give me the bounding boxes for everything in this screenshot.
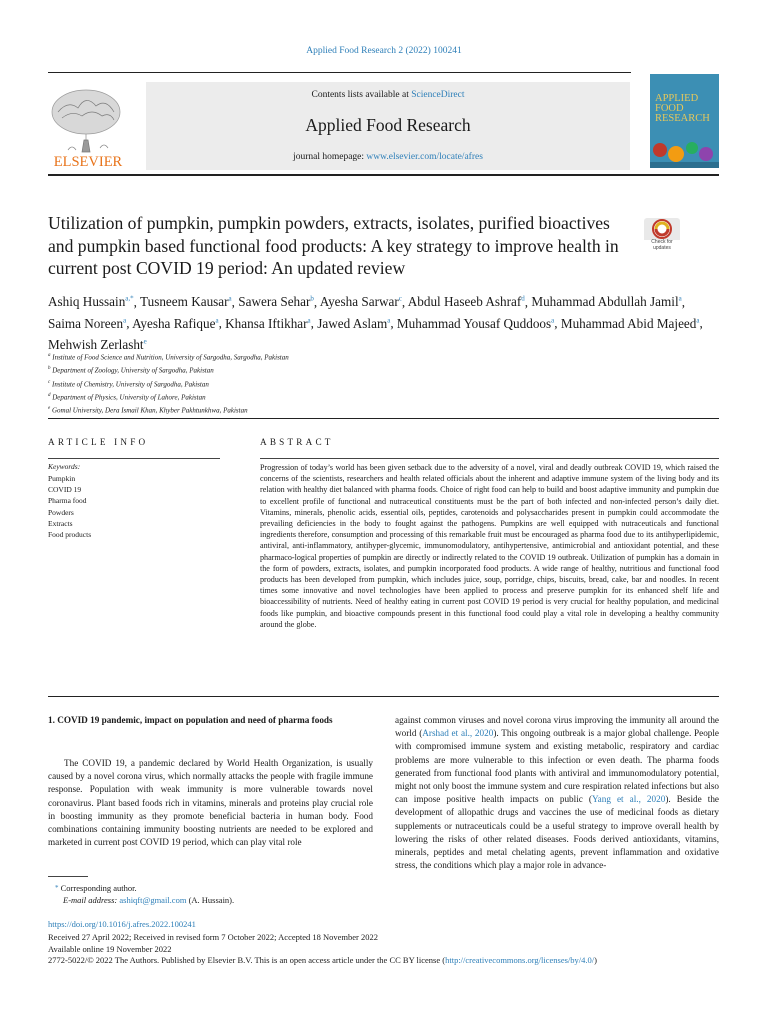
license-link[interactable]: http://creativecommons.org/licenses/by/4.0/ — [445, 955, 595, 965]
author-name: Muhammad Abid Majeed — [560, 315, 697, 331]
author-affiliation-marker[interactable]: a — [387, 316, 391, 325]
doi-link[interactable]: https://doi.org/10.1016/j.afres.2022.100241 — [48, 919, 196, 929]
keywords-label: Keywords: — [48, 462, 81, 471]
author-name: Ayesha Rafique — [132, 315, 216, 331]
author-list: Ashiq Hussain$^{a,*}$, Tusneem Kausar$^a$, Sawera Sehar$^b$, Ayesha Sarwar$^c$, Abdul Haseeb Ashraf$^d$, Muhammad Abdullah Jamil$^a$, Saima Noreen$^a$, Ayesha Rafique$^a$, Khansa Iftikhar$^a$, Jawed Aslam$^a$, Muhammad Yousaf Quddoos$^a$, Muhammad Abid Majeed$^a$, Mehwish Zerlasht$^e$ — [48, 294, 703, 353]
author-name: Sawera Sehar — [238, 294, 311, 310]
keyword: COVID 19 — [48, 485, 82, 495]
footnote-rule — [48, 876, 88, 877]
affiliation-key: b — [48, 366, 51, 372]
journal-homepage-line — [146, 152, 630, 162]
author-name: Jawed Aslam — [317, 315, 388, 331]
footnote-marker: * — [55, 884, 59, 892]
author-affiliation-marker[interactable]: a — [215, 316, 219, 325]
body-rule — [48, 696, 719, 697]
affiliation — [48, 403, 648, 416]
author-affiliation-marker[interactable]: a,* — [125, 295, 134, 303]
abstract-rule — [260, 458, 719, 459]
header-rule-bottom — [48, 174, 719, 176]
author[interactable] — [397, 316, 554, 331]
elsevier-logo[interactable] — [48, 82, 128, 168]
text-run-1: against common viruses and novel corona virus improving the immunity all around the world ( — [395, 715, 719, 739]
email-suffix: (A. Hussain). — [186, 895, 235, 905]
keyword: Powders — [48, 507, 74, 517]
keyword: Food products — [48, 530, 92, 540]
author[interactable] — [238, 294, 314, 309]
author-affiliation-marker[interactable]: a — [123, 316, 127, 325]
body-column-right — [395, 714, 719, 872]
affiliation — [48, 363, 648, 376]
author-affiliation-marker[interactable]: a — [696, 316, 700, 325]
affiliation-key: d — [48, 392, 51, 398]
author-name: Ashiq Hussain — [48, 294, 126, 310]
cover-title — [655, 94, 710, 124]
author[interactable] — [561, 316, 700, 331]
elsevier-wordmark: ELSEVIER — [53, 154, 123, 168]
author[interactable] — [48, 316, 126, 331]
author-name: Khansa Iftikhar — [225, 315, 308, 331]
journal-header — [146, 82, 630, 170]
text-run-3: ). Beside the development of allopathic drugs and vaccines the use of medicinal foods as dietary supplements or nutraceuticals could be a useful strategy to improve overall health by lowering the risks of other related diseases. Foods derived antioxidants, vitamins, minerals, peptides and metal chelating agents, prevent inflammation and oxidative stress, the conditions which play a major role in advance- — [395, 794, 719, 871]
online-date: Available online 19 November 2022 — [48, 944, 172, 954]
homepage-link[interactable]: www.elsevier.com/locate/afres — [366, 152, 483, 162]
affiliations-rule — [48, 418, 719, 419]
author-name: Saima Noreen — [48, 315, 124, 331]
article-info-rule — [48, 458, 220, 459]
author-affiliation-marker[interactable]: c — [398, 295, 402, 303]
check-updates-label: Check for updates — [651, 239, 673, 251]
author-affiliation-marker[interactable]: a — [678, 295, 682, 303]
author-name: Muhammad Abdullah Jamil — [531, 294, 679, 310]
author-name: Mehwish Zerlasht — [48, 337, 144, 353]
author[interactable] — [320, 294, 402, 309]
affiliation-text: Department of Zoology, University of Sargodha, Pakistan — [52, 366, 214, 375]
affiliation-text: Department of Physics, University of Lahore, Pakistan — [52, 393, 206, 402]
contents-available-line — [146, 90, 630, 100]
keyword: Extracts — [48, 518, 73, 528]
cover-title-line-3: RESEARCH — [655, 113, 710, 124]
author-name: Muhammad Yousaf Quddoos — [396, 315, 552, 331]
keyword: Pumpkin — [48, 474, 76, 483]
body-column-left — [48, 757, 373, 849]
sciencedirect-link[interactable]: ScienceDirect — [411, 90, 465, 100]
author-affiliation-marker[interactable]: a — [228, 295, 232, 303]
header-rule-top — [48, 72, 631, 73]
abstract-text: Progression of today’s world has been given setback due to the adversity of a novel, viral and deadly outbreak COVID 19, which raised the concerns of the scientists, researchers and health related officials about the inherent and adaptive immune system of the living body and its relation with healthy diet balanced with pharma foods. Choice of right food can help to build and boost adaptive immunity and pumpkin due to excellent profile of functional and nutraceutical constituents must be the part of both infected and non-infected person’s daily diet. Vitamins, minerals, phenolic acids, essential oils, peptides, carotenoids and polysaccharides present in pumpkin could accommodate the prevailing deficiencies in the body to fought against the pathogens. Pumpkins are well equipped with nutraceuticals and functional ingredients therefore, consumption and processing of this remarkable fruit must be encouraged as pharma food due to its antihyperlipidemic, antiviral, anti-inflammatory, antihyper-glycemic, immunomodulatory, antihypertensive, antimicrobial and antioxidant potential, and these pharmaco-logical properties of pumpkin are directly or indirectly related to the COVID 19 outbreak. Utilization of pumpkin has a domain in the form of powders, extracts, isolates, and pumpkin incorporated food products. A wide range of healthy, nutritious and functional food products has been developed from pumpkin, which includes juice, soup, porridge, chips, biscuits, bread, cake, bar and noodles. In recent times some innovative and novel technologies have been applied to process and preserve pumpkin for its enhanced shelf life and bioaccessibility of nutrients. Need of healthy eating in current post COVID 19 period is very crucial for healthy population, and medicinal foods like pumpkin, and bioactive compounds present in this functional food could play a vital role in developing a healthy community around the globe. — [260, 463, 719, 629]
affiliation — [48, 350, 648, 363]
affiliation-text: Gomal University, Dera Ismail Khan, Khyber Pakhtunkhwa, Pakistan — [51, 406, 248, 415]
journal-name: Applied Food Research — [305, 115, 471, 135]
author-name: Ayesha Sarwar — [319, 294, 399, 310]
contents-prefix: Contents lists available at — [311, 90, 412, 100]
license-suffix: ) — [594, 955, 597, 965]
author[interactable] — [140, 294, 232, 309]
homepage-prefix: journal homepage: — [293, 152, 367, 162]
corresponding-author-footnote — [55, 882, 234, 906]
author-email-link[interactable]: ashiqft@gmail.com — [119, 895, 187, 905]
affiliation-key: a — [48, 353, 51, 358]
text-run-2: ). This ongoing outbreak is a major global challenge. People with compromised immune system and existing metabolic, respiratory and cardiac problems are more vulnerable to this infection or even death. The pharma foods generated from functional food plants with antiviral and immunomodulatory potential, might not only boost the immune system and cure respiration related infections but also can impose positive health impacts on public ( — [395, 728, 720, 805]
author[interactable] — [531, 294, 681, 309]
section-1-paragraph-1: The COVID 19, a pandemic declared by World Health Organization, is usually caused by a novel corona virus, which normally attacks the people with fragile immune response. Population with weak immunity is more vulnerable towards novel coronavirus. Plant based foods rich in vitamins, minerals and proteins play crucial role in boosting immunity as they promote beneficial bacteria in human body. Food combinations containing immunity boosting nutrients are needed to be explored and marketed in current post COVID 19 period, which can play vital role — [48, 758, 373, 848]
author-affiliation-marker[interactable]: a — [551, 316, 555, 325]
affiliation-key: e — [48, 406, 51, 412]
author[interactable] — [48, 294, 134, 309]
abstract-heading: ABSTRACT — [260, 437, 334, 447]
author[interactable] — [132, 316, 219, 331]
keyword: Pharma food — [48, 496, 87, 506]
received-dates: Received 27 April 2022; Received in revised form 7 October 2022; Accepted 18 November 2022 — [48, 932, 378, 942]
author-affiliation-marker[interactable]: b — [310, 295, 314, 303]
footnote-label: Corresponding author. — [60, 883, 137, 893]
affiliation-text: Institute of Chemistry, University of Sargodha, Pakistan — [51, 379, 209, 388]
author-affiliation-marker[interactable]: e — [143, 337, 147, 346]
journal-reference[interactable]: Applied Food Research 2 (2022) 100241 — [306, 46, 462, 56]
citation-yang-2020[interactable]: Yang et al., 2020 — [591, 794, 666, 805]
check-updates-icon — [642, 218, 682, 240]
affiliation-key: c — [48, 379, 51, 385]
affiliation-list — [48, 350, 648, 417]
journal-cover[interactable] — [650, 74, 719, 168]
author-name: Tusneem Kausar — [140, 294, 229, 310]
author[interactable] — [317, 316, 390, 331]
author-name: Abdul Haseeb Ashraf — [407, 294, 522, 310]
cover-title-line-1: APPLIED — [655, 93, 699, 104]
affiliation — [48, 390, 648, 403]
author-affiliation-marker[interactable]: a — [307, 316, 311, 325]
section-1-heading: 1. COVID 19 pandemic, impact on population and need of pharma foods — [48, 715, 333, 725]
citation-arshad-2020[interactable]: Arshad et al., 2020 — [422, 728, 494, 739]
license-line — [48, 955, 728, 965]
affiliation — [48, 377, 648, 390]
author-affiliation-marker[interactable]: d — [521, 295, 525, 303]
license-prefix: 2772-5022/© 2022 The Authors. Published by Elsevier B.V. This is an open access article under the CC BY license ( — [48, 955, 446, 965]
email-label: E-mail address: — [63, 895, 118, 905]
cover-food-illustration — [650, 128, 719, 168]
section-1-paragraph-continued — [395, 714, 719, 872]
author[interactable] — [225, 316, 311, 331]
check-for-updates-badge[interactable] — [642, 218, 682, 256]
elsevier-tree-icon — [48, 82, 128, 168]
article-title: Utilization of pumpkin, pumpkin powders, extracts, isolates, purified bioactives and pumpkin based functional food products: A key strategy to improve health in current post COVID 19 period: An updated review — [48, 213, 619, 278]
cover-title-line-2: FOOD — [655, 103, 684, 114]
keyword-list — [48, 473, 91, 540]
affiliation-text: Institute of Food Science and Nutrition, University of Sargodha, Sargodha, Pakistan — [52, 353, 289, 362]
author[interactable] — [408, 294, 525, 309]
article-info-heading: ARTICLE INFO — [48, 437, 149, 447]
